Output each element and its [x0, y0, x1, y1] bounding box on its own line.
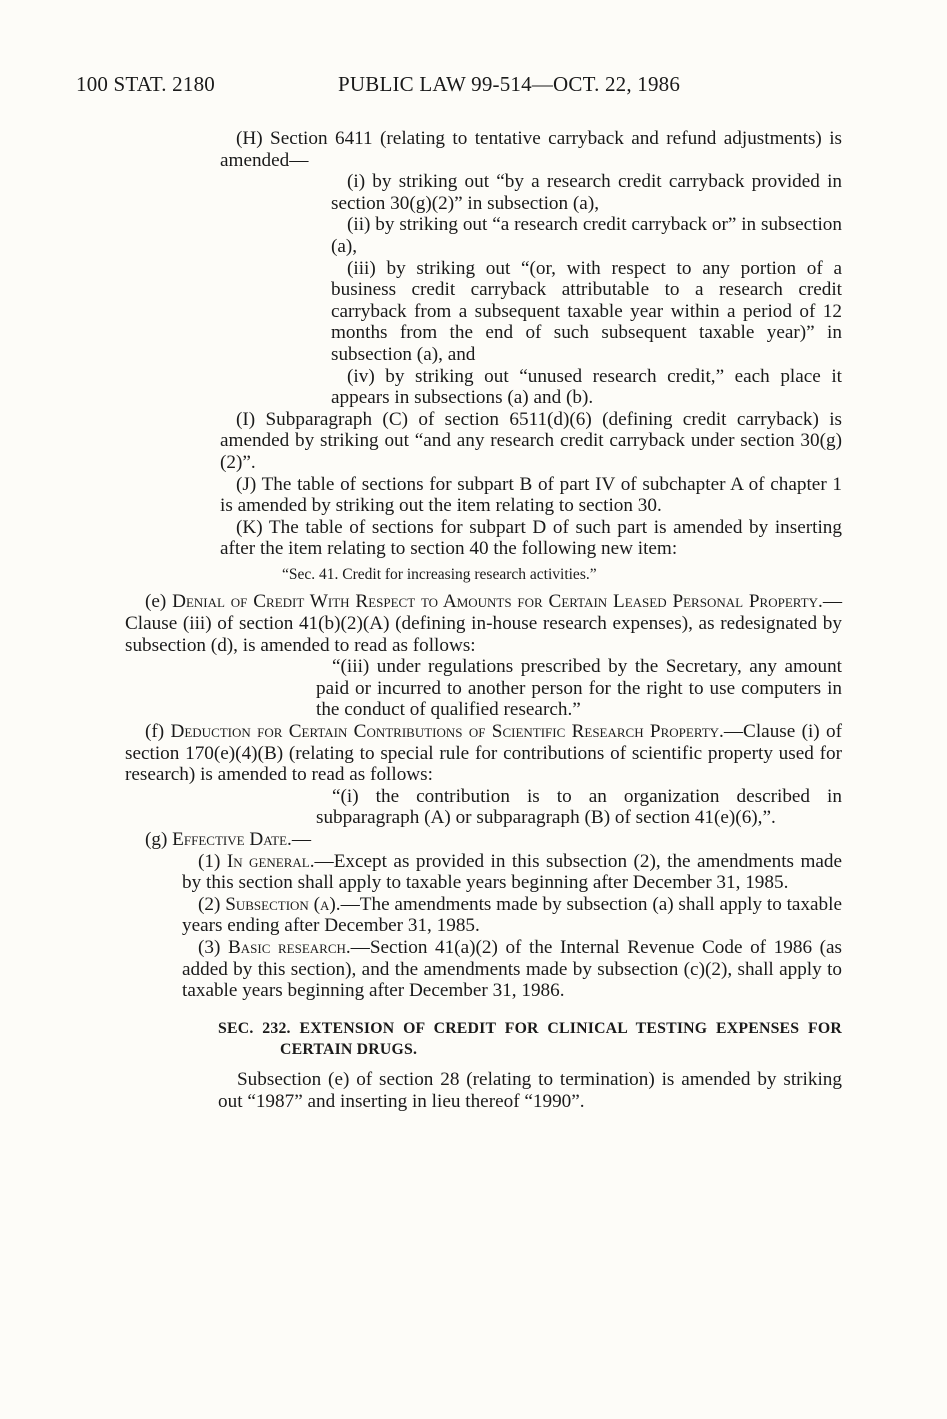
subsection-g-label: (g) — [145, 829, 173, 850]
para-H-i: (i) by striking out “by a research credit carryback provided in section 30(g)(2)” in subsection (a), — [331, 171, 842, 214]
subsection-e-label: (e) — [145, 591, 173, 613]
paragraph-g2-heading: Subsection (a) — [225, 893, 336, 915]
law-title: PUBLIC LAW 99-514—OCT. 22, 1986 — [338, 72, 681, 96]
subsection-f-label: (f) — [145, 721, 171, 743]
subsection-f-heading: Deduction for Certain Contributions of Scientific Research Property. — [170, 721, 724, 743]
table-item-sec-41: “Sec. 41. Credit for increasing research activities.” — [282, 565, 597, 583]
page-reference: 100 STAT. 2180 — [76, 72, 215, 96]
para-H-ii: (ii) by striking out “a research credit carryback or” in subsection (a), — [331, 214, 842, 257]
paragraph-g3-text: —Section 41(a)(2) of the Internal Revenue Code of 1986 (as added by this section), and the amendments made by subsection (c)(2), shall apply to taxable years beginning after December 31, 1986. — [182, 936, 842, 1002]
subsection-g-heading: Effective Date. — [172, 829, 292, 850]
paragraph-g2 — [182, 894, 842, 937]
subsection-e-quote: “(iii) under regulations prescribed by the Secretary, any amount paid or incurred to another person for the right to use computers in the conduct of qualified research.” — [316, 656, 842, 721]
paragraph-g1-label: (1) — [198, 850, 227, 872]
paragraph-g3-label: (3) — [198, 936, 228, 958]
para-H: (H) Section 6411 (relating to tentative carryback and refund adjustments) is amended— — [220, 128, 842, 171]
paragraph-g1-text: —Except as provided in this subsection (2), the amendments made by this section shall apply to taxable years beginning after December 31, 1985. — [182, 850, 842, 894]
paragraph-g1 — [182, 851, 842, 894]
subsection-g-dash: — — [291, 829, 312, 850]
para-I: (I) Subparagraph (C) of section 6511(d)(6) (defining credit carryback) is amended by striking out “and any research credit carryback under section 30(g)(2)”. — [220, 408, 842, 473]
para-K: (K) The table of sections for subpart D of such part is amended by inserting after the item relating to section 40 the following new item: — [220, 516, 842, 560]
para-H-iv: (iv) by striking out “unused research credit,” each place it appears in subsections (a) and (b). — [331, 365, 842, 409]
subsection-f-text: —Clause (i) of section 170(e)(4)(B) (relating to special rule for contributions of scientific property used for research) is amended to read as follows: — [125, 721, 842, 786]
paragraph-g1-heading: In general. — [226, 850, 315, 872]
subsection-f-quote: “(i) the contribution is to an organization described in subparagraph (A) or subparagraph (B) of section 41(e)(6),”. — [316, 785, 842, 829]
paragraph-g2-label: (2) — [198, 893, 226, 915]
subsection-e-heading: Denial of Credit With Respect to Amounts for Certain Leased Personal Property. — [172, 591, 823, 613]
subsection-e-text: —Clause (iii) of section 41(b)(2)(A) (defining in-house research expenses), as redesignated by subsection (d), is amended to read as follows: — [125, 591, 842, 656]
paragraph-g3 — [182, 937, 842, 1002]
para-H-iii: (iii) by striking out “(or, with respect to any portion of a business credit carryback attributable to a research credit carryback from a subsequent taxable year within a period of 12 months from the end of such subsequent taxable year)” in subsection (a), and — [331, 257, 842, 365]
body-text — [125, 128, 842, 1112]
subsection-g — [125, 829, 842, 851]
subsection-f — [125, 721, 842, 786]
paragraph-g3-heading: Basic research. — [227, 936, 351, 958]
section-232-text: Subsection (e) of section 28 (relating to termination) is amended by striking out “1987” and inserting in lieu thereof “1990”. — [218, 1068, 842, 1112]
subsection-e — [125, 591, 842, 656]
paragraph-g2-text: .—The amendments made by subsection (a) shall apply to taxable years ending after December 31, 1985. — [182, 893, 842, 937]
para-J: (J) The table of sections for subpart B of part IV of subchapter A of chapter 1 is amended by striking out the item relating to section 30. — [220, 473, 842, 517]
section-232-heading: SEC. 232. EXTENSION OF CREDIT FOR CLINICAL TESTING EXPENSES FOR CERTAIN DRUGS. — [218, 1019, 842, 1059]
